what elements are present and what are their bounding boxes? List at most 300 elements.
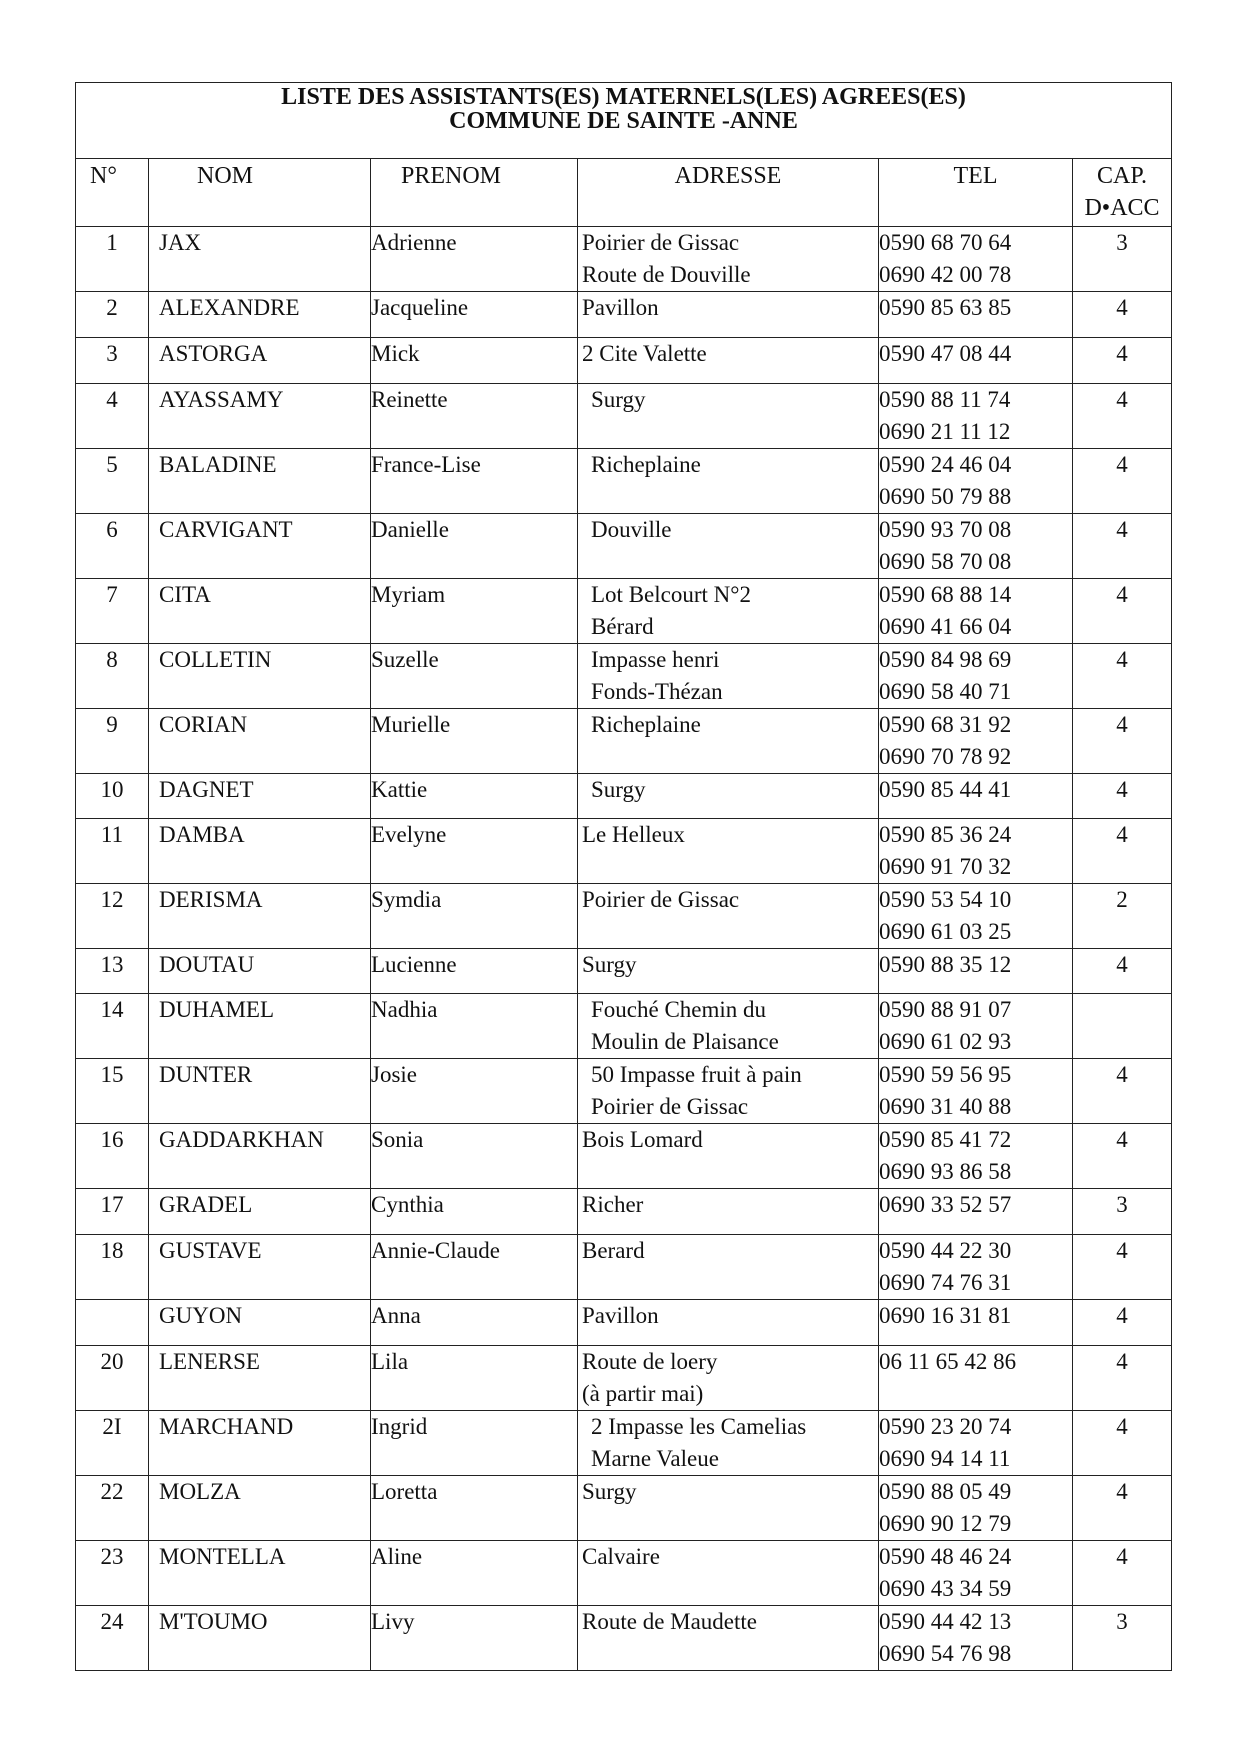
cell-adresse-line-1: Surgy xyxy=(591,387,646,412)
cell-nom-line-1: MONTELLA xyxy=(159,1544,286,1569)
cell-cap-line-1: 4 xyxy=(1116,452,1128,477)
cell-no xyxy=(76,709,149,774)
cell-adresse xyxy=(578,709,879,774)
cell-nom-line-1: ASTORGA xyxy=(159,341,268,366)
cell-adresse xyxy=(578,1300,879,1346)
cell-adresse xyxy=(578,1476,879,1541)
cell-adresse-line-1: Poirier de Gissac xyxy=(582,230,740,255)
cell-adresse-line-2: (à partir mai) xyxy=(582,1381,704,1406)
cell-tel-line-1: 0590 53 54 10 xyxy=(879,887,1012,912)
cell-adresse-line-1: Surgy xyxy=(582,952,637,977)
cell-cap-line-1: 4 xyxy=(1116,1127,1128,1152)
table-row xyxy=(76,644,1172,709)
cell-nom xyxy=(149,1235,371,1300)
cell-prenom xyxy=(371,1606,578,1671)
cell-no-line-1: 11 xyxy=(100,822,124,847)
table-row xyxy=(76,1300,1172,1346)
cell-adresse-line-2: Bérard xyxy=(591,614,654,639)
cell-tel xyxy=(879,449,1073,514)
cell-tel-line-1: 0590 44 22 30 xyxy=(879,1238,1012,1263)
cell-adresse xyxy=(578,1235,879,1300)
header-capacite xyxy=(1073,159,1172,227)
table-row xyxy=(76,949,1172,994)
cell-no-line-1: 2I xyxy=(102,1414,122,1439)
cell-nom xyxy=(149,338,371,384)
cell-adresse-line-1: Richer xyxy=(582,1192,644,1217)
cell-prenom-line-1: Lucienne xyxy=(371,952,457,977)
cell-cap-line-1: 4 xyxy=(1116,1349,1128,1374)
assistants-table xyxy=(75,82,1172,1671)
cell-nom-line-1: MOLZA xyxy=(159,1479,241,1504)
cell-cap-line-1: 4 xyxy=(1116,1479,1128,1504)
cell-cap xyxy=(1073,884,1172,949)
table-row xyxy=(76,292,1172,338)
header-cap-line-2: D•ACC xyxy=(1084,195,1160,221)
cell-no-line-1: 3 xyxy=(106,341,118,366)
cell-cap-line-1: 3 xyxy=(1116,1192,1128,1217)
header-row xyxy=(76,159,1172,227)
cell-no-line-1: 4 xyxy=(106,387,118,412)
cell-nom xyxy=(149,1124,371,1189)
cell-nom-line-1: DAGNET xyxy=(159,777,254,802)
cell-adresse-line-1: Surgy xyxy=(582,1479,637,1504)
cell-nom-line-1: BALADINE xyxy=(159,452,277,477)
cell-tel-line-2: 0690 74 76 31 xyxy=(879,1270,1012,1295)
cell-cap xyxy=(1073,1411,1172,1476)
title-line-1: LISTE DES ASSISTANTS(ES) MATERNELS(LES) AGREES(ES) xyxy=(281,84,966,110)
cell-tel xyxy=(879,1476,1073,1541)
cell-nom xyxy=(149,514,371,579)
cell-cap xyxy=(1073,1235,1172,1300)
cell-tel-line-1: 0590 88 05 49 xyxy=(879,1479,1012,1504)
cell-nom xyxy=(149,774,371,819)
cell-no xyxy=(76,1189,149,1235)
cell-tel-line-2: 0690 54 76 98 xyxy=(879,1641,1012,1666)
cell-nom-line-1: GUYON xyxy=(159,1303,243,1328)
cell-adresse xyxy=(578,338,879,384)
cell-adresse-line-1: Calvaire xyxy=(582,1544,660,1569)
cell-cap xyxy=(1073,1541,1172,1606)
cell-tel-line-1: 0590 88 91 07 xyxy=(879,997,1012,1022)
cell-prenom xyxy=(371,1476,578,1541)
cell-adresse-line-2: Poirier de Gissac xyxy=(591,1094,749,1119)
cell-nom-line-1: DOUTAU xyxy=(159,952,255,977)
cell-adresse xyxy=(578,449,879,514)
cell-no-line-1: 6 xyxy=(106,517,118,542)
cell-tel xyxy=(879,1124,1073,1189)
cell-adresse xyxy=(578,774,879,819)
document-title xyxy=(76,83,1172,159)
cell-tel-line-1: 0590 68 70 64 xyxy=(879,230,1012,255)
cell-prenom-line-1: France-Lise xyxy=(371,452,481,477)
table-row xyxy=(76,1476,1172,1541)
table-row xyxy=(76,1235,1172,1300)
cell-cap-line-1: 4 xyxy=(1116,295,1128,320)
cell-no-line-1: 22 xyxy=(100,1479,124,1504)
cell-tel-line-2: 0690 43 34 59 xyxy=(879,1576,1012,1601)
cell-nom-line-1: GADDARKHAN xyxy=(159,1127,324,1152)
cell-nom-line-1: CORIAN xyxy=(159,712,248,737)
cell-prenom xyxy=(371,1235,578,1300)
cell-nom xyxy=(149,1346,371,1411)
cell-prenom xyxy=(371,1346,578,1411)
cell-nom-line-1: CITA xyxy=(159,582,211,607)
cell-no-line-1: 9 xyxy=(106,712,118,737)
table-row xyxy=(76,1606,1172,1671)
cell-no-line-1: 14 xyxy=(100,997,124,1022)
cell-no xyxy=(76,449,149,514)
cell-adresse-line-1: Bois Lomard xyxy=(582,1127,703,1152)
cell-prenom-line-1: Adrienne xyxy=(371,230,457,255)
cell-adresse xyxy=(578,227,879,292)
cell-prenom xyxy=(371,1059,578,1124)
table-row xyxy=(76,774,1172,819)
cell-tel-line-1: 0590 93 70 08 xyxy=(879,517,1012,542)
cell-adresse xyxy=(578,949,879,994)
cell-adresse-line-2: Route de Douville xyxy=(582,262,751,287)
cell-nom xyxy=(149,1541,371,1606)
cell-no xyxy=(76,1235,149,1300)
cell-no xyxy=(76,644,149,709)
cell-adresse-line-1: Surgy xyxy=(591,777,646,802)
cell-nom xyxy=(149,1411,371,1476)
table-row xyxy=(76,1411,1172,1476)
cell-tel-line-2: 0690 58 70 08 xyxy=(879,549,1012,574)
cell-no-line-1: 23 xyxy=(100,1544,124,1569)
table-row xyxy=(76,338,1172,384)
cell-no-line-1: 12 xyxy=(100,887,124,912)
cell-adresse-line-1: Route de loery xyxy=(582,1349,718,1374)
cell-adresse-line-1: 2 Cite Valette xyxy=(582,341,707,366)
cell-no-line-1: 18 xyxy=(100,1238,124,1263)
cell-tel xyxy=(879,1346,1073,1411)
cell-prenom xyxy=(371,1189,578,1235)
cell-cap-line-1: 4 xyxy=(1116,341,1128,366)
title-row xyxy=(76,83,1172,159)
cell-cap xyxy=(1073,994,1172,1059)
cell-adresse xyxy=(578,819,879,884)
cell-tel-line-1: 0690 16 31 81 xyxy=(879,1303,1012,1328)
cell-prenom xyxy=(371,644,578,709)
cell-nom-line-1: AYASSAMY xyxy=(159,387,284,412)
cell-nom-line-1: JAX xyxy=(159,230,202,255)
cell-cap xyxy=(1073,949,1172,994)
cell-no-line-1: 17 xyxy=(100,1192,124,1217)
cell-nom-line-1: ALEXANDRE xyxy=(159,295,300,320)
cell-adresse xyxy=(578,1346,879,1411)
cell-tel xyxy=(879,338,1073,384)
cell-cap xyxy=(1073,384,1172,449)
cell-cap-line-1: 4 xyxy=(1116,647,1128,672)
cell-no xyxy=(76,514,149,579)
title-line-2: COMMUNE DE SAINTE -ANNE xyxy=(449,108,798,134)
cell-adresse-line-1: Berard xyxy=(582,1238,645,1263)
cell-tel-line-2: 0690 61 03 25 xyxy=(879,919,1012,944)
cell-tel xyxy=(879,1059,1073,1124)
cell-tel xyxy=(879,709,1073,774)
cell-nom xyxy=(149,384,371,449)
cell-no xyxy=(76,1059,149,1124)
cell-prenom-line-1: Livy xyxy=(371,1609,415,1634)
cell-tel-line-1: 0690 33 52 57 xyxy=(879,1192,1012,1217)
cell-prenom-line-1: Lila xyxy=(371,1349,409,1374)
cell-prenom-line-1: Aline xyxy=(371,1544,423,1569)
cell-prenom xyxy=(371,819,578,884)
cell-nom-line-1: DUHAMEL xyxy=(159,997,274,1022)
cell-prenom-line-1: Sonia xyxy=(371,1127,424,1152)
cell-nom-line-1: GRADEL xyxy=(159,1192,253,1217)
cell-tel xyxy=(879,579,1073,644)
table-row xyxy=(76,709,1172,774)
cell-no xyxy=(76,1541,149,1606)
cell-nom xyxy=(149,292,371,338)
cell-nom xyxy=(149,994,371,1059)
table-row xyxy=(76,1059,1172,1124)
cell-tel xyxy=(879,514,1073,579)
cell-tel-line-1: 0590 85 41 72 xyxy=(879,1127,1012,1152)
cell-cap xyxy=(1073,1346,1172,1411)
cell-nom xyxy=(149,1606,371,1671)
cell-cap-line-1: 4 xyxy=(1116,1238,1128,1263)
table-row xyxy=(76,1189,1172,1235)
cell-cap-line-1: 4 xyxy=(1116,1544,1128,1569)
cell-tel-line-2: 0690 21 11 12 xyxy=(879,419,1011,444)
cell-no-line-1: 1 xyxy=(106,230,118,255)
cell-tel-line-1: 0590 85 44 41 xyxy=(879,777,1012,802)
table-row xyxy=(76,884,1172,949)
cell-adresse xyxy=(578,994,879,1059)
cell-no xyxy=(76,1476,149,1541)
cell-cap xyxy=(1073,709,1172,774)
cell-cap-line-1: 3 xyxy=(1116,1609,1128,1634)
cell-no xyxy=(76,1300,149,1346)
cell-tel-line-2: 0690 70 78 92 xyxy=(879,744,1012,769)
table-row xyxy=(76,1541,1172,1606)
cell-adresse-line-2: Marne Valeue xyxy=(591,1446,719,1471)
cell-nom xyxy=(149,884,371,949)
cell-no-line-1: 7 xyxy=(106,582,118,607)
cell-prenom xyxy=(371,449,578,514)
cell-tel-line-2: 0690 91 70 32 xyxy=(879,854,1012,879)
cell-no-line-1: 5 xyxy=(106,452,118,477)
cell-tel xyxy=(879,384,1073,449)
cell-cap xyxy=(1073,449,1172,514)
cell-nom xyxy=(149,449,371,514)
cell-no xyxy=(76,994,149,1059)
cell-tel-line-2: 0690 94 14 11 xyxy=(879,1446,1011,1471)
cell-prenom-line-1: Kattie xyxy=(371,777,428,802)
cell-prenom xyxy=(371,227,578,292)
cell-tel-line-1: 0590 84 98 69 xyxy=(879,647,1012,672)
cell-nom xyxy=(149,1189,371,1235)
cell-tel-line-1: 0590 23 20 74 xyxy=(879,1414,1012,1439)
cell-prenom xyxy=(371,994,578,1059)
header-no: N° xyxy=(76,159,149,227)
cell-adresse-line-1: 2 Impasse les Camelias xyxy=(591,1414,807,1439)
cell-tel xyxy=(879,949,1073,994)
cell-no-line-1: 24 xyxy=(100,1609,124,1634)
cell-no xyxy=(76,819,149,884)
cell-cap-line-1: 4 xyxy=(1116,1303,1128,1328)
cell-tel-line-1: 0590 88 11 74 xyxy=(879,387,1011,412)
cell-no xyxy=(76,949,149,994)
cell-tel xyxy=(879,994,1073,1059)
cell-tel-line-1: 0590 47 08 44 xyxy=(879,341,1012,366)
cell-tel-line-2: 0690 90 12 79 xyxy=(879,1511,1012,1536)
cell-cap-line-1: 4 xyxy=(1116,712,1128,737)
cell-tel-line-2: 0690 41 66 04 xyxy=(879,614,1012,639)
cell-cap-line-1: 3 xyxy=(1116,230,1128,255)
cell-prenom-line-1: Loretta xyxy=(371,1479,438,1504)
cell-tel xyxy=(879,1300,1073,1346)
cell-cap-line-1: 4 xyxy=(1116,1062,1128,1087)
cell-tel xyxy=(879,774,1073,819)
cell-cap xyxy=(1073,1476,1172,1541)
cell-no-line-1: 13 xyxy=(100,952,124,977)
cell-adresse xyxy=(578,644,879,709)
cell-cap xyxy=(1073,292,1172,338)
cell-cap xyxy=(1073,227,1172,292)
cell-nom xyxy=(149,1059,371,1124)
cell-cap xyxy=(1073,1606,1172,1671)
cell-prenom xyxy=(371,514,578,579)
cell-tel-line-2: 0690 93 86 58 xyxy=(879,1159,1012,1184)
cell-tel-line-2: 0690 31 40 88 xyxy=(879,1094,1012,1119)
cell-adresse xyxy=(578,1124,879,1189)
cell-prenom xyxy=(371,1124,578,1189)
cell-adresse-line-1: Le Helleux xyxy=(582,822,685,847)
cell-tel-line-1: 0590 68 88 14 xyxy=(879,582,1012,607)
cell-cap-line-1: 4 xyxy=(1116,822,1128,847)
cell-tel-line-1: 0590 44 42 13 xyxy=(879,1609,1012,1634)
cell-tel xyxy=(879,292,1073,338)
cell-prenom-line-1: Symdia xyxy=(371,887,442,912)
cell-no xyxy=(76,1411,149,1476)
cell-tel xyxy=(879,819,1073,884)
cell-prenom xyxy=(371,774,578,819)
cell-adresse-line-2: Moulin de Plaisance xyxy=(591,1029,779,1054)
cell-nom xyxy=(149,227,371,292)
cell-tel-line-1: 0590 68 31 92 xyxy=(879,712,1012,737)
cell-cap xyxy=(1073,1059,1172,1124)
cell-nom-line-1: COLLETIN xyxy=(159,647,272,672)
table-row xyxy=(76,579,1172,644)
cell-no xyxy=(76,579,149,644)
cell-adresse xyxy=(578,1606,879,1671)
cell-tel-line-1: 06 11 65 42 86 xyxy=(879,1349,1017,1374)
cell-prenom-line-1: Evelyne xyxy=(371,822,447,847)
cell-prenom-line-1: Danielle xyxy=(371,517,449,542)
cell-prenom-line-1: Nadhia xyxy=(371,997,438,1022)
cell-nom xyxy=(149,1300,371,1346)
cell-adresse xyxy=(578,1189,879,1235)
cell-tel-line-1: 0590 24 46 04 xyxy=(879,452,1012,477)
cell-tel xyxy=(879,644,1073,709)
cell-cap xyxy=(1073,644,1172,709)
cell-cap xyxy=(1073,514,1172,579)
cell-no xyxy=(76,774,149,819)
cell-tel xyxy=(879,1189,1073,1235)
cell-adresse-line-1: Impasse henri xyxy=(591,647,720,672)
cell-adresse-line-1: Richeplaine xyxy=(591,452,701,477)
cell-cap xyxy=(1073,1300,1172,1346)
cell-prenom-line-1: Reinette xyxy=(371,387,448,412)
cell-nom-line-1: DAMBA xyxy=(159,822,245,847)
header-nom: NOM xyxy=(149,159,371,227)
cell-tel-line-1: 0590 88 35 12 xyxy=(879,952,1012,977)
cell-no-line-1: 2 xyxy=(106,295,118,320)
cell-prenom-line-1: Anna xyxy=(371,1303,421,1328)
cell-no xyxy=(76,884,149,949)
cell-prenom-line-1: Ingrid xyxy=(371,1414,428,1439)
cell-prenom-line-1: Annie-Claude xyxy=(371,1238,501,1263)
cell-prenom xyxy=(371,709,578,774)
cell-nom-line-1: DUNTER xyxy=(159,1062,253,1087)
cell-nom-line-1: GUSTAVE xyxy=(159,1238,262,1263)
cell-adresse-line-1: Pavillon xyxy=(582,295,659,320)
cell-no xyxy=(76,1606,149,1671)
cell-no-line-1: 15 xyxy=(100,1062,124,1087)
cell-tel xyxy=(879,884,1073,949)
cell-adresse-line-1: Poirier de Gissac xyxy=(582,887,740,912)
cell-prenom xyxy=(371,884,578,949)
cell-tel-line-1: 0590 59 56 95 xyxy=(879,1062,1012,1087)
cell-tel-line-1: 0590 85 63 85 xyxy=(879,295,1012,320)
cell-cap-line-1: 4 xyxy=(1116,517,1128,542)
cell-prenom xyxy=(371,1300,578,1346)
cell-nom xyxy=(149,579,371,644)
cell-cap-line-1: 2 xyxy=(1116,887,1128,912)
cell-adresse-line-2: Fonds-Thézan xyxy=(591,679,723,704)
cell-nom xyxy=(149,1476,371,1541)
cell-adresse xyxy=(578,1059,879,1124)
table-row xyxy=(76,994,1172,1059)
cell-prenom xyxy=(371,579,578,644)
cell-prenom-line-1: Suzelle xyxy=(371,647,439,672)
header-prenom: PRENOM xyxy=(371,159,578,227)
table-row xyxy=(76,227,1172,292)
cell-prenom-line-1: Josie xyxy=(371,1062,417,1087)
cell-cap xyxy=(1073,819,1172,884)
cell-nom xyxy=(149,949,371,994)
cell-adresse xyxy=(578,292,879,338)
cell-adresse-line-1: Pavillon xyxy=(582,1303,659,1328)
cell-cap-line-1: 4 xyxy=(1116,952,1128,977)
cell-adresse xyxy=(578,884,879,949)
header-adresse: ADRESSE xyxy=(578,159,879,227)
header-tel: TEL xyxy=(879,159,1073,227)
cell-tel-line-1: 0590 48 46 24 xyxy=(879,1544,1012,1569)
cell-tel-line-1: 0590 85 36 24 xyxy=(879,822,1012,847)
header-cap-line-1: CAP. xyxy=(1096,163,1148,189)
table-row xyxy=(76,514,1172,579)
cell-tel-line-2: 0690 61 02 93 xyxy=(879,1029,1012,1054)
cell-nom-line-1: M'TOUMO xyxy=(159,1609,268,1634)
cell-cap-line-1: 4 xyxy=(1116,1414,1128,1439)
cell-prenom-line-1: Murielle xyxy=(371,712,451,737)
cell-nom xyxy=(149,709,371,774)
cell-adresse-line-1: Fouché Chemin du xyxy=(591,997,767,1022)
cell-tel xyxy=(879,1235,1073,1300)
document xyxy=(75,82,1171,1671)
cell-adresse-line-1: Douville xyxy=(591,517,672,542)
cell-adresse-line-1: Lot Belcourt N°2 xyxy=(591,582,751,607)
cell-cap xyxy=(1073,1189,1172,1235)
cell-tel xyxy=(879,1606,1073,1671)
table-row xyxy=(76,1124,1172,1189)
cell-cap-line-1: 4 xyxy=(1116,387,1128,412)
cell-tel-line-2: 0690 42 00 78 xyxy=(879,262,1012,287)
